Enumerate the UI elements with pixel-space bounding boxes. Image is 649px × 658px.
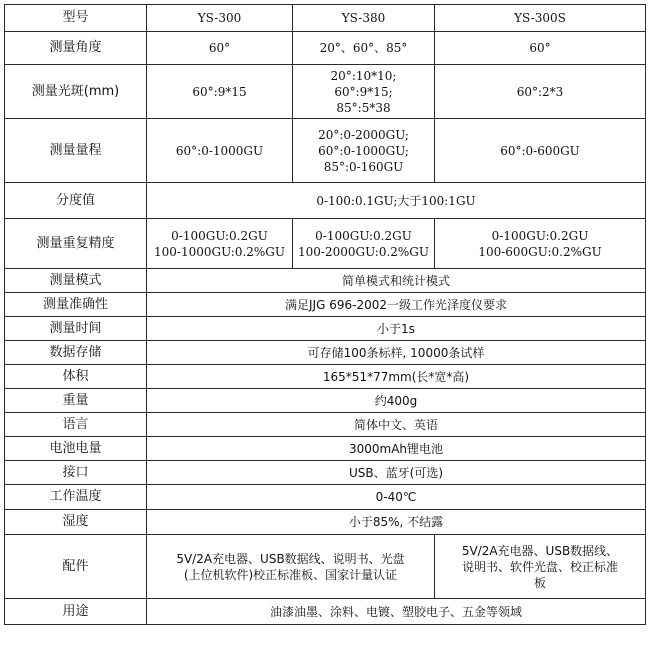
row-spot [5,65,646,119]
repeatability-line: 100-600GU:0.2%GU [478,244,602,259]
spot-label: 测量光斑(mm) [5,65,147,119]
row-interface [5,461,646,485]
accuracy-label: 测量准确性 [5,293,147,317]
accessories-line: 说明书、软件光盘、校正标准 [461,559,618,574]
mode-label: 测量模式 [5,269,147,293]
range-ys300: 60°:0-1000GU [147,119,293,183]
resolution-value: 0-100:0.1GU;大于100:1GU [147,183,646,219]
model-ys300: YS-300 [147,5,293,32]
repeatability-ys380 [293,219,435,269]
row-mode [5,269,646,293]
humidity-label: 湿度 [5,510,147,535]
row-accuracy [5,293,646,317]
storage-value: 可存储100条标样, 10000条试样 [147,341,646,365]
angle-ys300s: 60° [435,32,646,65]
humidity-value: 小于85%, 不结露 [147,510,646,535]
row-usage [5,599,646,625]
range-ys380 [293,119,435,183]
battery-value: 3000mAh锂电池 [147,437,646,461]
row-volume [5,365,646,389]
row-repeatability [5,219,646,269]
temperature-value: 0-40℃ [147,485,646,510]
repeatability-line: 100-2000GU:0.2%GU [298,244,429,259]
range-ys380-line: 20°:0-2000GU; [318,127,409,142]
row-humidity [5,510,646,535]
range-ys300s: 60°:0-600GU [435,119,646,183]
accessories-ys300-ys380 [147,535,435,599]
repeatability-line: 0-100GU:0.2GU [315,228,412,243]
row-storage [5,341,646,365]
angle-ys300: 60° [147,32,293,65]
model-label: 型号 [5,5,147,32]
usage-label: 用途 [5,599,147,625]
row-resolution [5,183,646,219]
model-ys300s: YS-300S [435,5,646,32]
volume-label: 体积 [5,365,147,389]
repeatability-label: 测量重复精度 [5,219,147,269]
spot-ys380-line: 20°:10*10; [330,68,397,83]
weight-value: 约400g [147,389,646,413]
row-model [5,5,646,32]
row-temperature [5,485,646,510]
row-time [5,317,646,341]
angle-ys380: 20°、60°、85° [293,32,435,65]
model-ys380: YS-380 [293,5,435,32]
usage-value: 油漆油墨、涂料、电镀、塑胶电子、五金等领域 [147,599,646,625]
mode-value: 简单模式和统计模式 [147,269,646,293]
time-value: 小于1s [147,317,646,341]
accessories-line: (上位机软件)校正标准板、国家计量认证 [183,567,398,582]
interface-value: USB、蓝牙(可选) [147,461,646,485]
row-angle [5,32,646,65]
accessories-line: 5V/2A充电器、USB数据线、 [461,543,619,558]
spot-ys380 [293,65,435,119]
storage-label: 数据存储 [5,341,147,365]
repeatability-line: 0-100GU:0.2GU [171,228,268,243]
repeatability-line: 100-1000GU:0.2%GU [154,244,285,259]
spot-ys380-line: 60°:9*15; [334,84,393,99]
volume-value: 165*51*77mm(长*宽*高) [147,365,646,389]
temperature-label: 工作温度 [5,485,147,510]
accessories-ys300s [435,535,646,599]
repeatability-ys300 [147,219,293,269]
language-value: 简体中文、英语 [147,413,646,437]
spec-table [4,4,646,625]
repeatability-line: 0-100GU:0.2GU [491,228,589,243]
battery-label: 电池电量 [5,437,147,461]
row-weight [5,389,646,413]
row-language [5,413,646,437]
row-battery [5,437,646,461]
range-ys380-line: 60°:0-1000GU; [318,143,409,158]
spot-ys380-line: 85°:5*38 [336,100,391,115]
row-range [5,119,646,183]
row-accessories [5,535,646,599]
spot-ys300: 60°:9*15 [147,65,293,119]
weight-label: 重量 [5,389,147,413]
accessories-line: 5V/2A充电器、USB数据线、说明书、光盘 [176,551,405,566]
accuracy-value: 满足JJG 696-2002一级工作光泽度仪要求 [147,293,646,317]
repeatability-ys300s [435,219,646,269]
interface-label: 接口 [5,461,147,485]
resolution-label: 分度值 [5,183,147,219]
time-label: 测量时间 [5,317,147,341]
accessories-line: 板 [533,575,546,590]
spot-ys300s: 60°:2*3 [435,65,646,119]
language-label: 语言 [5,413,147,437]
angle-label: 测量角度 [5,32,147,65]
range-label: 测量量程 [5,119,147,183]
accessories-label: 配件 [5,535,147,599]
range-ys380-line: 85°:0-160GU [323,159,404,174]
